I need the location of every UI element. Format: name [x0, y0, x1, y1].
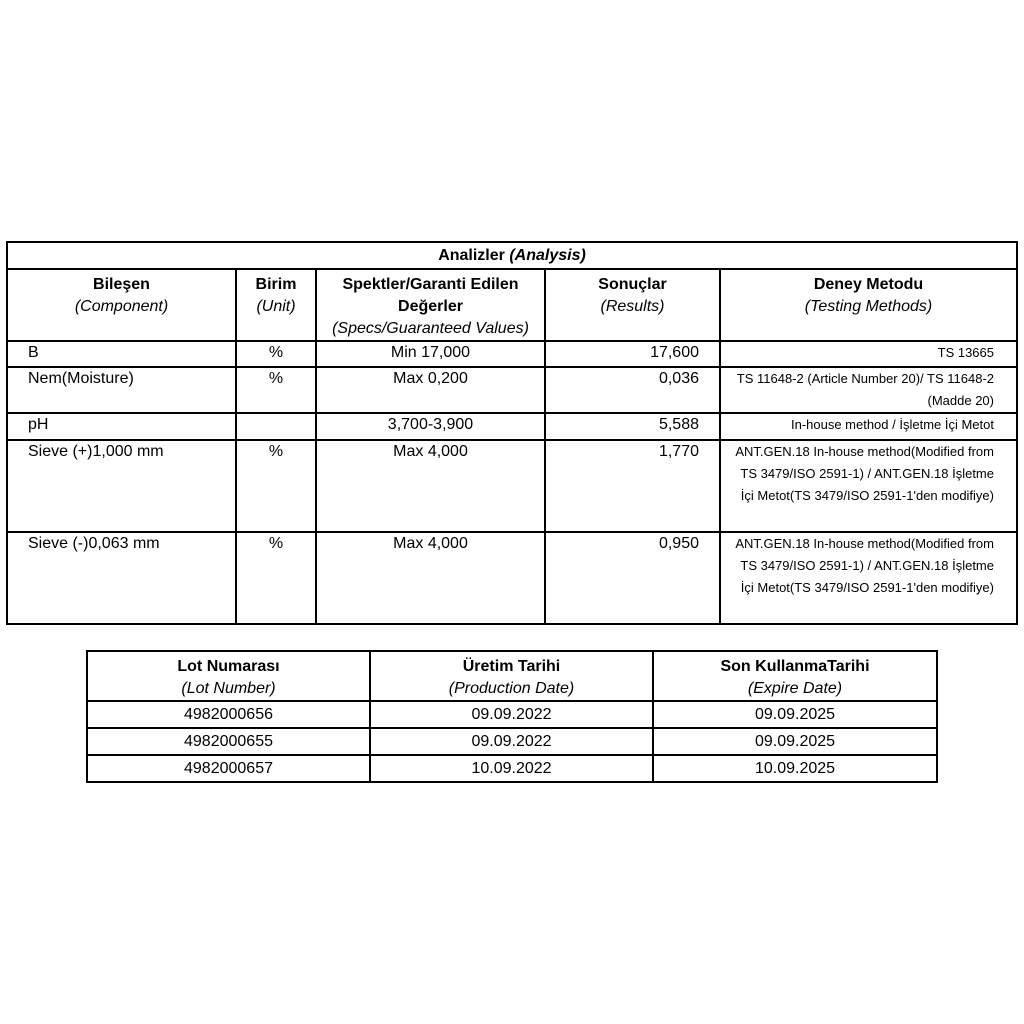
cell-unit: %: [236, 367, 316, 413]
cell-component: pH: [7, 413, 236, 440]
cell-unit: %: [236, 532, 316, 624]
analysis-title: [7, 242, 1017, 269]
lot-row: [87, 728, 937, 755]
cell-component: Nem(Moisture): [7, 367, 236, 413]
cell-component: Sieve (-)0,063 mm: [7, 532, 236, 624]
header-methods-tr: Deney Metodu: [813, 276, 924, 293]
header-unit-en: (Unit): [256, 298, 296, 315]
cell-expire-date: 09.09.2025: [653, 728, 937, 755]
header-production-date: [370, 651, 653, 701]
header-lot-number-tr: Lot Numarası: [177, 658, 280, 675]
cell-spec: 3,700-3,900: [316, 413, 545, 440]
table-row: [7, 532, 1017, 624]
header-lot-number-en: (Lot Number): [181, 680, 276, 697]
cell-result: 0,950: [545, 532, 720, 624]
cell-unit: %: [236, 341, 316, 367]
table-row: [7, 440, 1017, 532]
cell-production-date: 09.09.2022: [370, 728, 653, 755]
header-specs: [316, 269, 545, 341]
header-lot-number: [87, 651, 370, 701]
cell-spec: Max 4,000: [316, 440, 545, 532]
cell-spec: Max 4,000: [316, 532, 545, 624]
header-expire-date-en: (Expire Date): [747, 680, 843, 697]
header-production-date-en: (Production Date): [448, 680, 575, 697]
cell-lot-number: 4982000657: [87, 755, 370, 782]
header-component: [7, 269, 236, 341]
header-specs-tr: Spektler/Garanti Edilen Değerler: [342, 276, 519, 315]
lot-table: [86, 650, 938, 783]
cell-component: B: [7, 341, 236, 367]
header-unit: [236, 269, 316, 341]
cell-lot-number: 4982000656: [87, 701, 370, 728]
table-row: [7, 341, 1017, 367]
analysis-table: [6, 241, 1018, 625]
cell-unit: %: [236, 440, 316, 532]
header-expire-date: [653, 651, 937, 701]
cell-method: ANT.GEN.18 In-house method(Modified from TS 3479/ISO 2591-1) / ANT.GEN.18 İşletme İçi Metot(TS 3479/ISO 2591-1'den modifiye): [720, 440, 1017, 532]
table-row: [7, 367, 1017, 413]
cell-result: 1,770: [545, 440, 720, 532]
cell-production-date: 09.09.2022: [370, 701, 653, 728]
header-production-date-tr: Üretim Tarihi: [462, 658, 561, 675]
analysis-title-en: (Analysis): [509, 247, 586, 264]
cell-method: ANT.GEN.18 In-house method(Modified from TS 3479/ISO 2591-1) / ANT.GEN.18 İşletme İçi Metot(TS 3479/ISO 2591-1'den modifiye): [720, 532, 1017, 624]
header-methods: [720, 269, 1017, 341]
cell-expire-date: 09.09.2025: [653, 701, 937, 728]
header-results-tr: Sonuçlar: [598, 276, 667, 293]
cell-spec: Min 17,000: [316, 341, 545, 367]
header-unit-tr: Birim: [255, 276, 297, 293]
cell-method: TS 11648-2 (Article Number 20)/ TS 11648-2 (Madde 20): [720, 367, 1017, 413]
cell-component: Sieve (+)1,000 mm: [7, 440, 236, 532]
analysis-title-tr: Analizler: [438, 247, 505, 264]
header-results: [545, 269, 720, 341]
header-component-en: (Component): [74, 298, 169, 315]
cell-result: 5,588: [545, 413, 720, 440]
cell-method: In-house method / İşletme İçi Metot: [720, 413, 1017, 440]
lot-row: [87, 701, 937, 728]
cell-result: 0,036: [545, 367, 720, 413]
cell-result: 17,600: [545, 341, 720, 367]
cell-method: TS 13665: [720, 341, 1017, 367]
cell-production-date: 10.09.2022: [370, 755, 653, 782]
header-methods-en: (Testing Methods): [804, 298, 933, 315]
cell-unit: [236, 413, 316, 440]
header-specs-en: (Specs/Guaranteed Values): [332, 320, 529, 337]
cell-spec: Max 0,200: [316, 367, 545, 413]
header-results-en: (Results): [600, 298, 665, 315]
cell-expire-date: 10.09.2025: [653, 755, 937, 782]
header-expire-date-tr: Son KullanmaTarihi: [720, 658, 870, 675]
lot-row: [87, 755, 937, 782]
table-row: [7, 413, 1017, 440]
header-component-tr: Bileşen: [93, 276, 150, 293]
cell-lot-number: 4982000655: [87, 728, 370, 755]
